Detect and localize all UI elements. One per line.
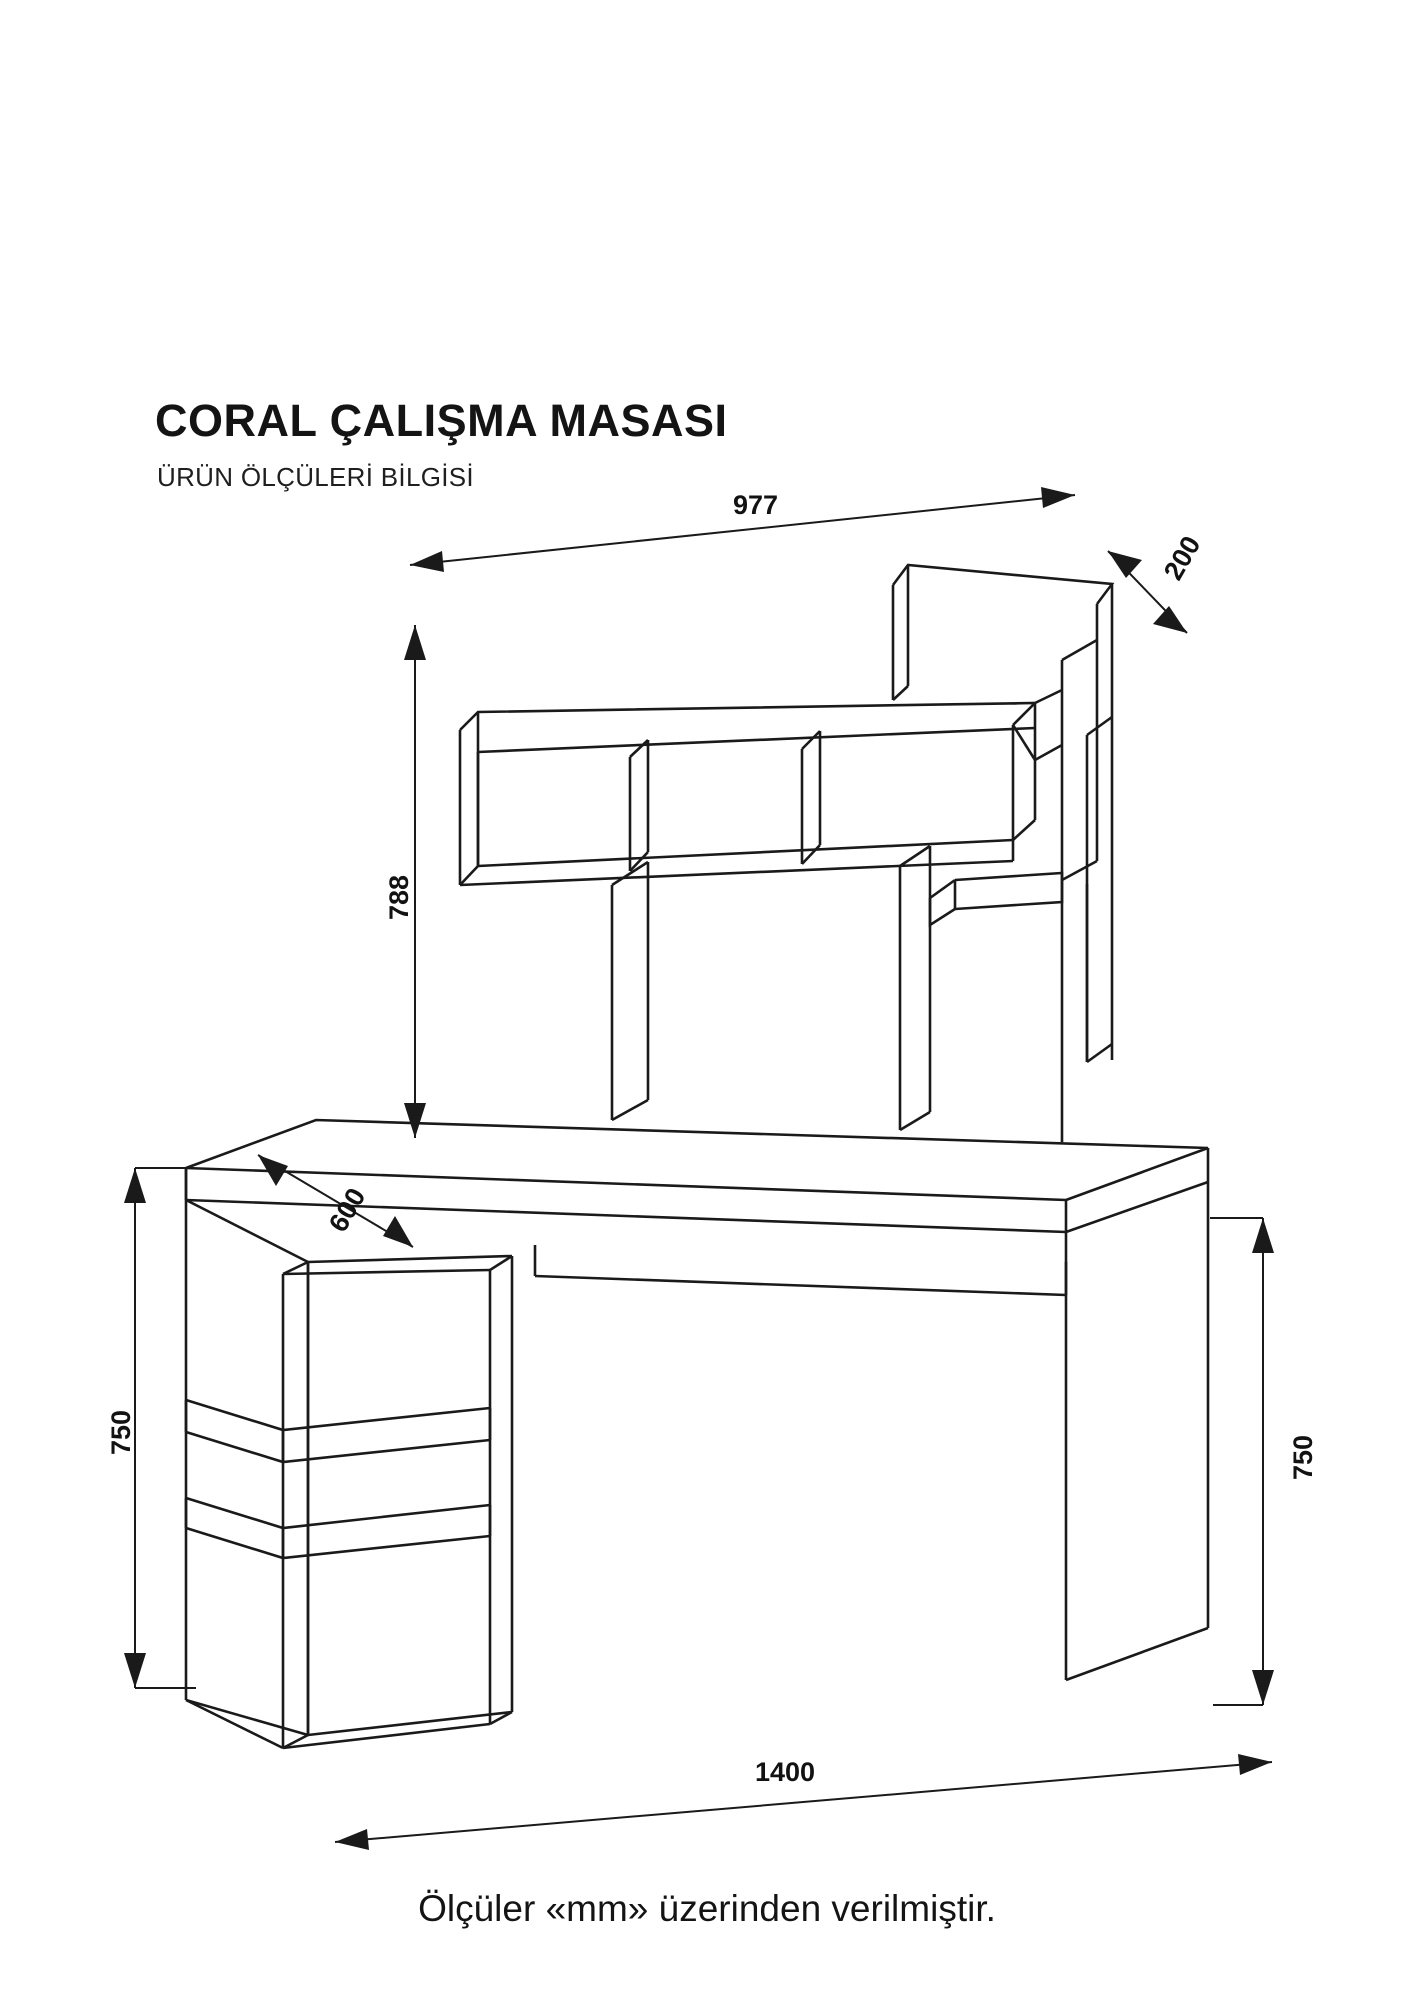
hutch-unit: [460, 565, 1112, 1142]
dimension-lines: [124, 487, 1274, 1850]
dimension-label-750-left: 750: [106, 1409, 136, 1455]
dimension-label-977: 977: [733, 490, 779, 520]
dimension-label-750-right: 750: [1288, 1434, 1318, 1480]
dimension-label-600: 600: [323, 1182, 372, 1237]
page-title: CORAL ÇALIŞMA MASASI: [155, 395, 728, 446]
page-subtitle: ÜRÜN ÖLÇÜLERİ BİLGİSİ: [157, 462, 474, 492]
dimension-label-1400: 1400: [755, 1757, 816, 1787]
dimension-label-200: 200: [1158, 530, 1207, 585]
dimension-label-788: 788: [384, 874, 414, 920]
units-footnote: Ölçüler «mm» üzerinden verilmiştir.: [418, 1888, 996, 1929]
